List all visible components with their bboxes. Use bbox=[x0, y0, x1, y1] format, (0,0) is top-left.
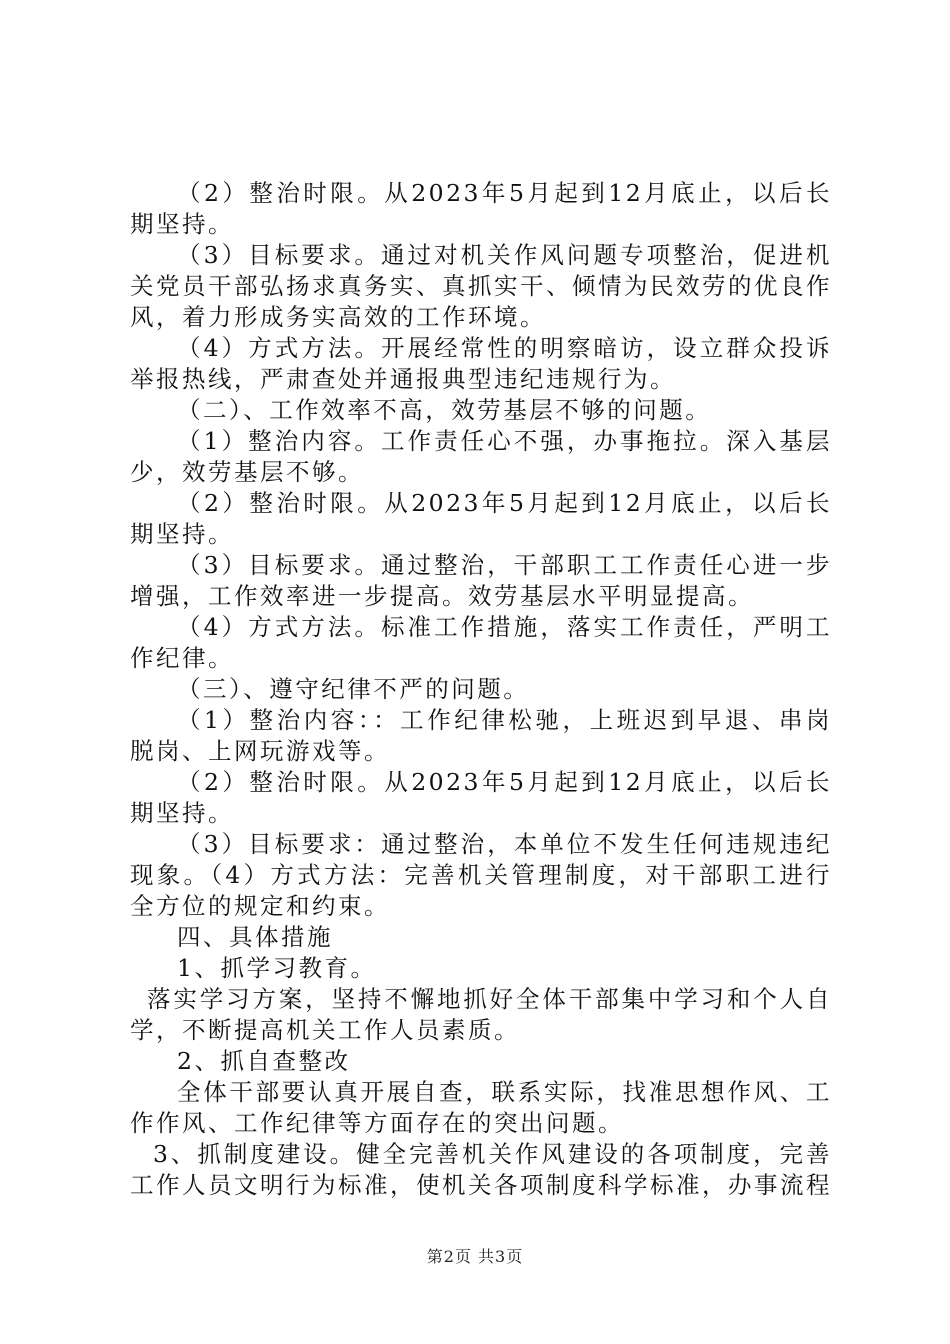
subheading: 2、抓自查整改 bbox=[177, 1047, 351, 1075]
paragraph: 3、抓制度建设。健全完善机关作风建设的各项制度，完善工作人员文明行为标准，使机关各项制度科学标准，办事流程 bbox=[130, 1140, 832, 1199]
paragraph: （3）目标要求。通过整治，干部职工工作责任心进一步增强，工作效率进一步提高。效劳基层水平明显提高。 bbox=[130, 551, 832, 610]
paragraph: 全体干部要认真开展自查，联系实际，找准思想作风、工作作风、工作纪律等方面存在的突出问题。 bbox=[130, 1078, 832, 1137]
section-heading: 四、具体措施 bbox=[177, 923, 333, 951]
document-body bbox=[130, 178, 832, 1201]
section-heading: （三）、遵守纪律不严的问题。 bbox=[177, 675, 530, 703]
paragraph: （3）目标要求：通过整治，本单位不发生任何违规违纪现象。（4）方式方法：完善机关管理制度，对干部职工进行全方位的规定和约束。 bbox=[130, 830, 832, 920]
section-heading: （二）、工作效率不高，效劳基层不够的问题。 bbox=[177, 396, 712, 424]
subheading: 1、抓学习教育。 bbox=[177, 954, 377, 982]
page-footer: 第2页 共3页 bbox=[426, 1247, 524, 1266]
paragraph: （2）整治时限。从2023年5月起到12月底止，以后长期坚持。 bbox=[130, 768, 832, 827]
paragraph: （4）方式方法。开展经常性的明察暗访，设立群众投诉举报热线，严肃查处并通报典型违纪违规行为。 bbox=[130, 334, 832, 393]
paragraph: 落实学习方案，坚持不懈地抓好全体干部集中学习和个人自学，不断提高机关工作人员素质。 bbox=[130, 985, 832, 1044]
paragraph: （1）整治内容：：工作纪律松驰，上班迟到早退、串岗脱岗、上网玩游戏等。 bbox=[130, 706, 832, 765]
paragraph: （1）整治内容。工作责任心不强，办事拖拉。深入基层少，效劳基层不够。 bbox=[130, 427, 832, 486]
paragraph: （2）整治时限。从2023年5月起到12月底止，以后长期坚持。 bbox=[130, 489, 832, 548]
paragraph: （4）方式方法。标准工作措施，落实工作责任，严明工作纪律。 bbox=[130, 613, 832, 672]
paragraph: （2）整治时限。从2023年5月起到12月底止，以后长期坚持。 bbox=[130, 179, 832, 238]
paragraph: （3）目标要求。通过对机关作风问题专项整治，促进机关党员干部弘扬求真务实、真抓实干、倾情为民效劳的优良作风，着力形成务实高效的工作环境。 bbox=[130, 241, 832, 331]
